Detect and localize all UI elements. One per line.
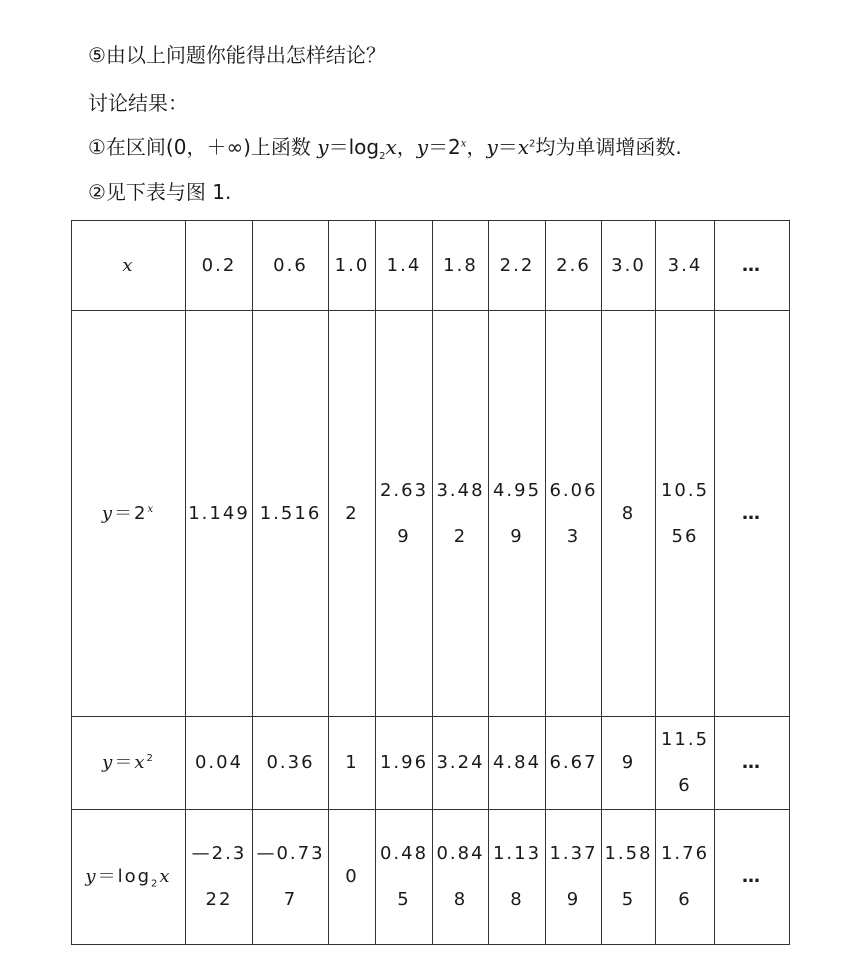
cell-sq-2: 1 xyxy=(329,717,376,810)
cell-exp-0: 1.149 xyxy=(186,311,253,717)
cell-log-8: 1.766 xyxy=(656,810,715,945)
cell-sq-1: 0.36 xyxy=(253,717,329,810)
row-log xyxy=(72,810,790,945)
cell-x-0: 0.2 xyxy=(186,221,253,311)
values-table xyxy=(71,220,790,945)
sep-2: ， xyxy=(466,135,487,159)
cell-sq-ellipsis: … xyxy=(715,717,790,810)
cell-sq-6: 6.67 xyxy=(546,717,602,810)
f1-x: x xyxy=(385,135,397,159)
f3-exponent: 2 xyxy=(529,138,536,150)
cell-log-4: 0.848 xyxy=(433,810,489,945)
row-sq-label: $y=x^2$ xyxy=(72,717,186,810)
row-x-label: x xyxy=(72,221,186,311)
cell-x-8: 3.4 xyxy=(656,221,715,311)
cell-sq-0: 0.04 xyxy=(186,717,253,810)
cell-sq-4: 3.24 xyxy=(433,717,489,810)
cell-exp-6: 6.063 xyxy=(546,311,602,717)
discussion-result-heading: 讨论结果： xyxy=(88,91,188,115)
cell-log-5: 1.138 xyxy=(489,810,546,945)
cell-exp-1: 1.516 xyxy=(253,311,329,717)
cell-x-7: 3.0 xyxy=(602,221,656,311)
row-exp xyxy=(72,311,790,717)
cell-exp-8: 10.556 xyxy=(656,311,715,717)
cell-sq-3: 1.96 xyxy=(376,717,433,810)
sep-1: ， xyxy=(396,135,417,159)
cell-x-5: 2.2 xyxy=(489,221,546,311)
cell-exp-2: 2 xyxy=(329,311,376,717)
cell-exp-3: 2.639 xyxy=(376,311,433,717)
row-x xyxy=(72,221,790,311)
f3-x: x xyxy=(517,135,530,159)
f1-mid: ＝log xyxy=(328,135,380,159)
row-sq xyxy=(72,717,790,810)
conclusion-1-prefix: ①在区间(0，＋∞)上函数 xyxy=(88,135,318,159)
cell-sq-8: 11.56 xyxy=(656,717,715,810)
f2-exponent: x xyxy=(460,138,467,150)
cell-log-3: 0.485 xyxy=(376,810,433,945)
f1-y: y xyxy=(317,135,329,159)
cell-log-ellipsis: … xyxy=(715,810,790,945)
cell-exp-4: 3.482 xyxy=(433,311,489,717)
cell-x-4: 1.8 xyxy=(433,221,489,311)
cell-x-ellipsis: … xyxy=(715,221,790,311)
cell-sq-7: 9 xyxy=(602,717,656,810)
f2-mid: ＝2 xyxy=(428,135,461,159)
f3-mid: ＝ xyxy=(497,135,518,159)
row-log-label: $y=\log_2x$ xyxy=(72,810,186,945)
cell-exp-7: 8 xyxy=(602,311,656,717)
cell-sq-5: 4.84 xyxy=(489,717,546,810)
cell-log-0: —2.322 xyxy=(186,810,253,945)
cell-x-3: 1.4 xyxy=(376,221,433,311)
question-5-heading: ⑤由以上问题你能得出怎样结论？ xyxy=(88,43,386,67)
f1-base: 2 xyxy=(379,151,386,162)
cell-exp-5: 4.959 xyxy=(489,311,546,717)
f2-y: y xyxy=(416,135,429,159)
cell-log-1: —0.737 xyxy=(253,810,329,945)
cell-x-2: 1.0 xyxy=(329,221,376,311)
f3-y: y xyxy=(486,135,498,159)
conclusion-1 xyxy=(88,133,682,161)
row-exp-label: $y=2^x$ xyxy=(72,311,186,717)
cell-exp-ellipsis: … xyxy=(715,311,790,717)
cell-x-6: 2.6 xyxy=(546,221,602,311)
cell-x-1: 0.6 xyxy=(253,221,329,311)
conclusion-1-suffix: 均为单调增函数. xyxy=(535,135,682,159)
cell-log-6: 1.379 xyxy=(546,810,602,945)
conclusion-2: ②见下表与图 1. xyxy=(88,180,232,204)
cell-log-7: 1.585 xyxy=(602,810,656,945)
cell-log-2: 0 xyxy=(329,810,376,945)
